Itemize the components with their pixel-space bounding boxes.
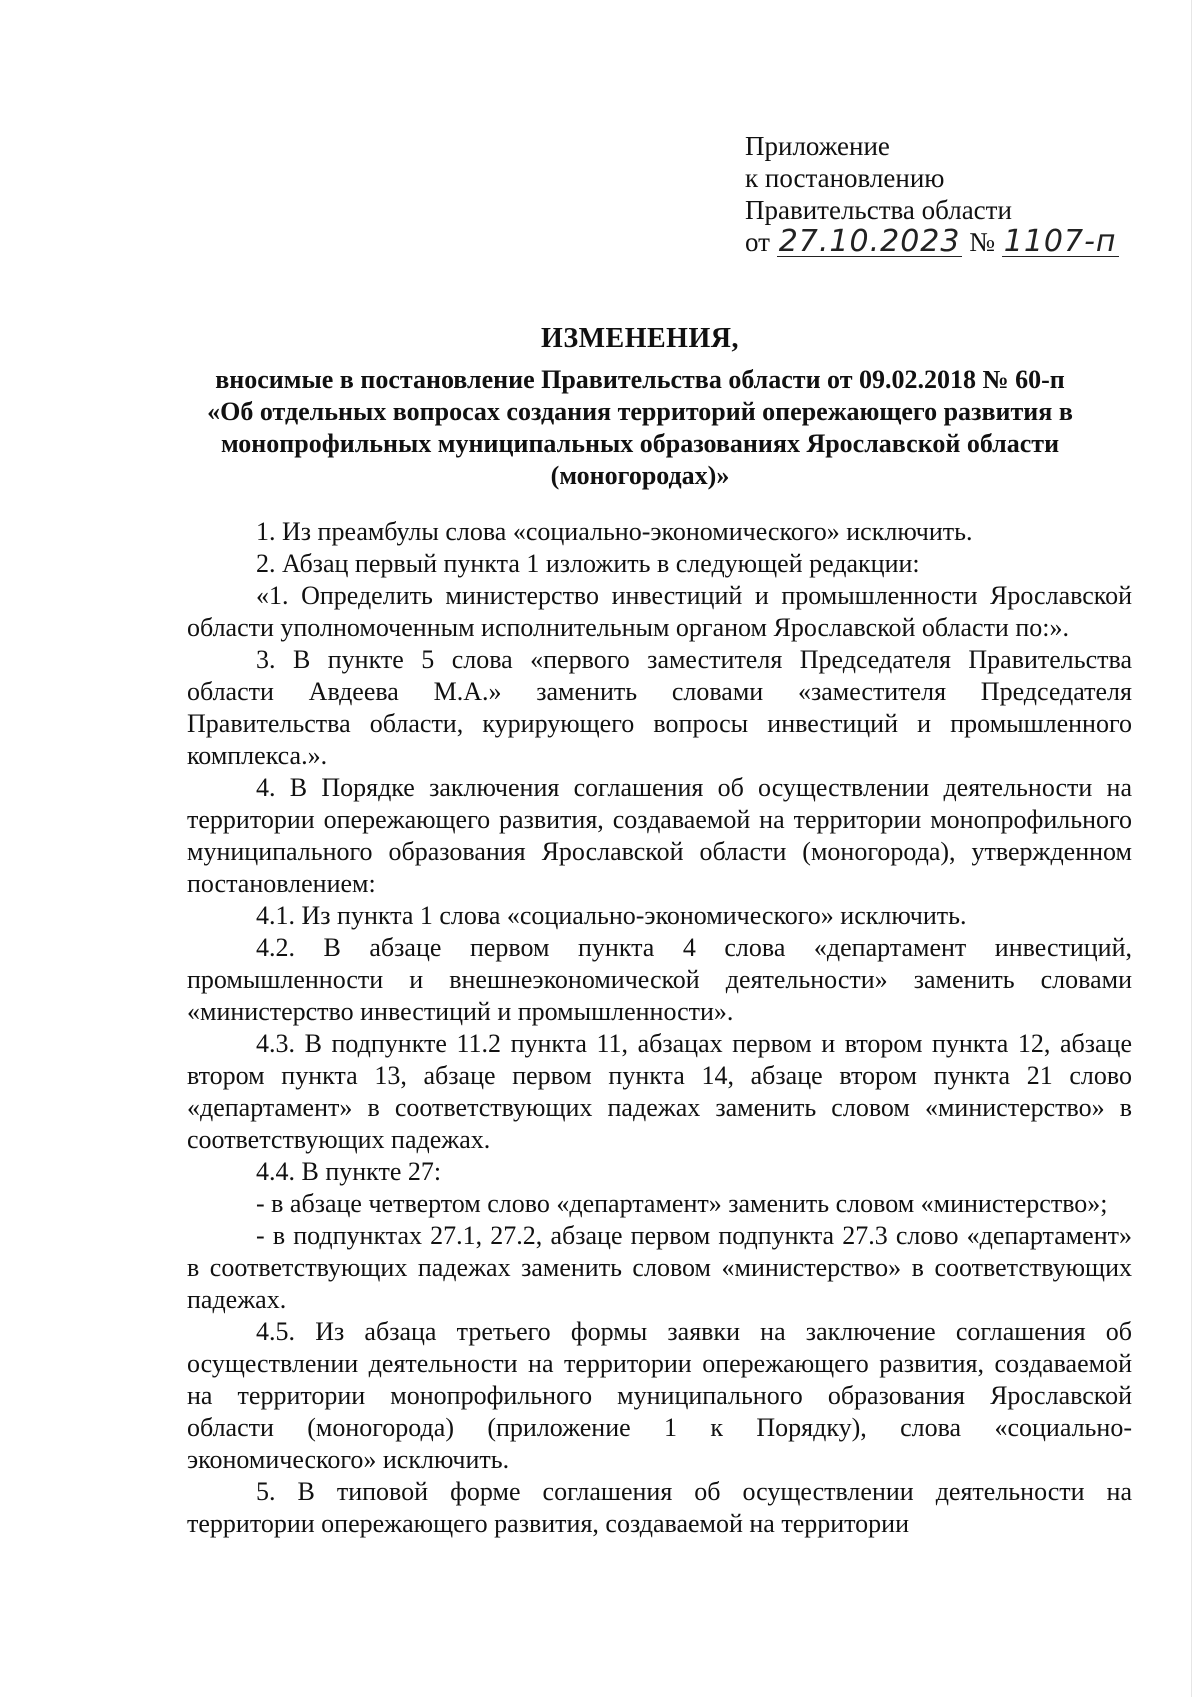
paragraph-8: 4.3. В подпункте 11.2 пункта 11, абзацах первом и втором пункта 12, абзаце втором пункта 13, абзаце первом пункта 14, абзаце втором пункта 21 слово «департамент» в соответствующих падежах заменить словом «министерство» в соответствующих падежах. (187, 1029, 1132, 1154)
attachment-block (745, 130, 1119, 258)
document-body (187, 516, 1132, 1540)
document-title-block (150, 322, 1130, 492)
handwritten-number: 1107-п (1003, 224, 1117, 259)
attachment-line-2: к постановлению (745, 163, 945, 193)
paragraph-13: 5. В типовой форме соглашения об осуществлении деятельности на территории опережающего развития, создаваемой на территории (187, 1477, 1132, 1538)
document-title: ИЗМЕНЕНИЯ, (541, 323, 739, 354)
paragraph-6: 4.1. Из пункта 1 слова «социально-экономического» исключить. (256, 901, 967, 930)
title-line-3: монопрофильных муниципальных образованиях Ярославской области (220, 429, 1060, 458)
attachment-line-3: Правительства области (745, 195, 1012, 225)
paragraph-5: 4. В Порядке заключения соглашения об осуществлении деятельности на территории опережающего развития, создаваемой на территории монопрофильного муниципального образования Ярославской области (моногорода), утвержденном постановлением: (187, 773, 1132, 898)
paragraph-11: - в подпунктах 27.1, 27.2, абзаце первом подпункта 27.3 слово «департамент» в соответствующих падежах заменить словом «министерство» в соответствующих падежах. (187, 1221, 1132, 1314)
paragraph-4: 3. В пункте 5 слова «первого заместителя Председателя Правительства области Авдеева М.А.» заменить словами «заместителя Председателя Правительства области, курирующего вопросы инвестиций и промышленного комплекса.». (187, 645, 1132, 770)
paragraph-7: 4.2. В абзаце первом пункта 4 слова «департамент инвестиций, промышленности и внешнеэкономической деятельности» заменить словами «министерство инвестиций и промышленности». (187, 933, 1132, 1026)
paragraph-9: 4.4. В пункте 27: (256, 1157, 442, 1186)
date-prefix: от (745, 227, 770, 257)
attachment-line-1: Приложение (745, 131, 890, 161)
paragraph-1: 1. Из преамбулы слова «социально-экономического» исключить. (256, 517, 973, 546)
paragraph-3: «1. Определить министерство инвестиций и промышленности Ярославской области уполномоченным исполнительным органом Ярославской области по:». (187, 581, 1132, 642)
paragraph-10: - в абзаце четвертом слово «департамент» заменить словом «министерство»; (256, 1189, 1108, 1218)
title-line-2: «Об отдельных вопросах создания территорий опережающего развития в (207, 397, 1073, 426)
title-line-1: вносимые в постановление Правительства области от 09.02.2018 № 60-п (215, 365, 1065, 394)
scan-edge-line (1191, 0, 1192, 1697)
paragraph-2: 2. Абзац первый пункта 1 изложить в следующей редакции: (256, 549, 920, 578)
handwritten-date: 27.10.2023 (778, 224, 961, 259)
attachment-date-line (745, 226, 1119, 258)
paragraph-12: 4.5. Из абзаца третьего формы заявки на заключение соглашения об осуществлении деятельности на территории опережающего развития, создаваемой на территории монопрофильного муниципального образования Ярославской области (моногорода) (приложение 1 к Порядку), слова «социально-экономического» исключить. (187, 1317, 1132, 1474)
title-line-4: (моногородах)» (550, 461, 730, 490)
number-sign: № (969, 227, 995, 257)
